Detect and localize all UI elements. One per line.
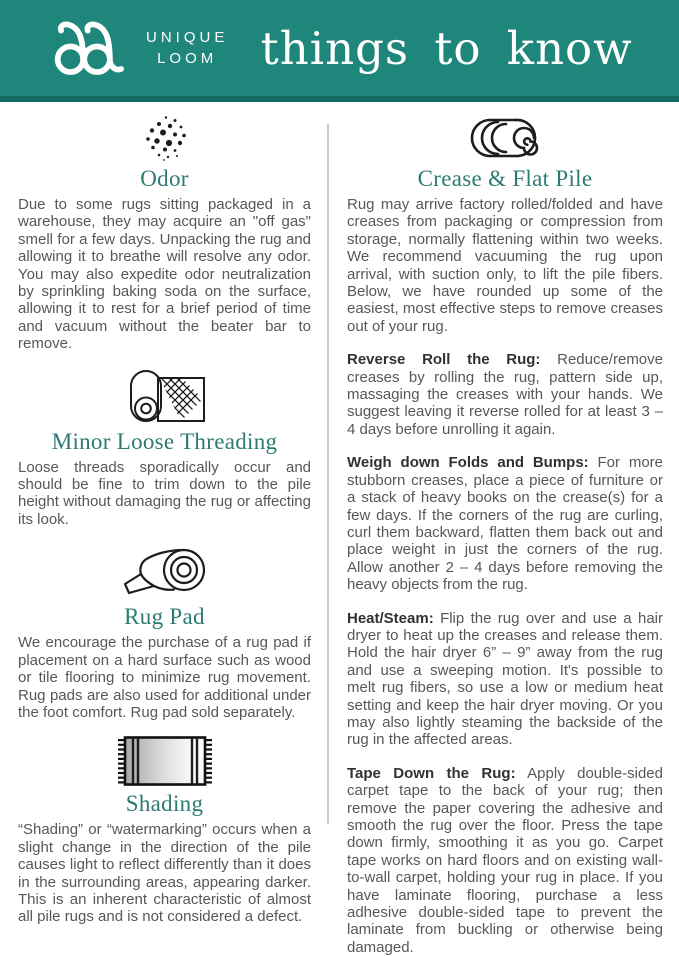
tip-body-heat-steam: Flip the rug over and use a hair dryer to heat up the creases and release them. Hold the hair dryer 6” – 9” away from the rug and use a sweeping motion. It's possible to melt rug fibers, so use a low or medium heat setting and keep the hair dryer moving. Or you may also lightly steaming the backside of the rug in the affected areas. xyxy=(347,609,663,749)
section-body-rug-pad: We encourage the purchase of a rug pad if placement on a hard surface such as wood or tile flooring to minimize rug movement. Rug pads are also used for additional under the foot comfort. Rug pad sold separately. xyxy=(18,634,311,721)
tip-body-tape-down: Apply double-sided carpet tape to the back of your rug; then remove the paper covering the adhesive and smooth the rug over the floor. Press the tape down firmly, smoothing it as you go. Carpet tape works on hard floors and on existing wall-to-wall carpet, holding your rug in place. If you have laminate flooring, purchase a less adhesive double-sided tape to prevent the laminate from buckling or otherwise being damaged. xyxy=(347,764,663,956)
rug-pad-roll-icon xyxy=(18,543,311,599)
section-crease-flat-pile xyxy=(347,115,663,335)
tip-label-weigh-down: Weigh down Folds and Bumps: xyxy=(347,454,589,472)
section-shading xyxy=(18,736,311,925)
odor-dots-icon xyxy=(18,115,311,161)
brand-line-2: LOOM xyxy=(157,50,218,67)
column-divider xyxy=(327,124,329,824)
partially-rolled-rug-icon xyxy=(18,368,311,424)
brand-name xyxy=(146,27,228,69)
section-rug-pad xyxy=(18,543,311,721)
shaded-rug-icon xyxy=(18,736,311,786)
page-title: things to know xyxy=(260,21,633,75)
tip-body-reverse-roll: Reduce/remove creases by rolling the rug, pattern side up, massaging the creases with your hands. We suggest leaving it reverse rolled for at least 3 – 4 days before unrolling it again. xyxy=(347,351,663,438)
section-loose-threading xyxy=(18,368,311,529)
tip-label-reverse-roll: Reverse Roll the Rug: xyxy=(347,351,541,369)
content-area xyxy=(0,102,679,956)
section-body-crease: Rug may arrive factory rolled/folded and have creases from packaging or compression from storage, normally flattening within two weeks. We recommend vacuuming the rug upon arrival, with suction only, to lift the pile fibers. Below, we have rounded up some of the easiest, most effective steps to remove creases out of your rug. xyxy=(347,196,663,335)
header-bar xyxy=(0,0,679,102)
section-title-odor: Odor xyxy=(140,166,189,191)
section-title-rug-pad: Rug Pad xyxy=(124,604,205,630)
section-title-loose-threading: Minor Loose Threading xyxy=(51,428,278,454)
right-column xyxy=(347,115,663,956)
section-title-shading: Shading xyxy=(125,791,204,817)
section-odor xyxy=(18,115,311,353)
section-body-loose-threading: Loose threads sporadically occur and should be fine to trim down to the pile height without damaging the rug or affecting its look. xyxy=(18,458,311,528)
tip-label-heat-steam: Heat/Steam: xyxy=(347,609,434,627)
rolled-rug-end-icon xyxy=(347,115,663,161)
left-column xyxy=(18,115,311,956)
section-title-crease: Crease & Flat Pile xyxy=(417,166,593,191)
brand-block xyxy=(50,19,228,77)
tip-heat-steam xyxy=(347,610,663,749)
section-body-odor: Due to some rugs sitting packaged in a warehouse, they may acquire an "off gas" smell for a few days. Unpacking the rug and allowing it to breathe will resolve any odor. You may also expedite odor neutralization by sprinkling baking soda on the surface, allowing it to rest for a brief period of time and vacuum without the beater bar to remove. xyxy=(18,196,311,353)
tip-label-tape-down: Tape Down the Rug: xyxy=(347,764,516,782)
section-body-shading: “Shading” or “watermarking” occurs when a slight change in the direction of the pile causes light to reflect differently than it does in the surrounding areas, appearing darker. This is an inherent characteristic of almost all pile rugs and is not considered a defect. xyxy=(18,821,311,926)
unique-loom-logo-icon xyxy=(50,19,138,77)
tip-reverse-roll xyxy=(347,351,663,438)
tip-tape-down xyxy=(347,765,663,956)
tip-body-weigh-down: For more stubborn creases, place a piece of furniture or a stack of heavy books on the crease(s) for a few days. If the corners of the rug are curling, curl them backward, flatten them back out and place weight in just the corners of the rug. Allow another 2 – 4 days before removing the heavy objects from the rug. xyxy=(347,454,663,594)
tip-weigh-down xyxy=(347,454,663,593)
brand-line-1: UNIQUE xyxy=(146,29,229,46)
